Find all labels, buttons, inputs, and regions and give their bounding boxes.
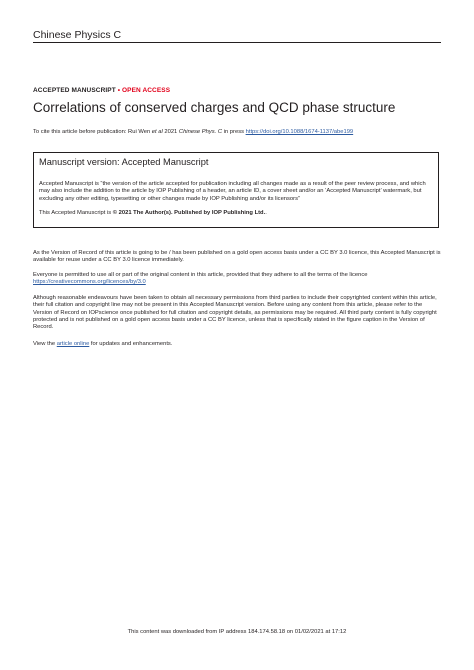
citation-middle: 2021 <box>162 129 179 135</box>
copyright-statement <box>39 210 267 216</box>
accepted-manuscript-label: ACCEPTED MANUSCRIPT <box>33 87 116 94</box>
manuscript-version-box <box>33 152 439 228</box>
view-prefix: View the <box>33 341 57 347</box>
status-separator: • <box>115 87 122 94</box>
article-status <box>33 87 170 94</box>
header-rule <box>33 42 441 43</box>
doi-link[interactable]: https://doi.org/10.1088/1674-1137/abe199 <box>245 129 354 135</box>
article-online-link[interactable]: article online <box>56 341 90 347</box>
copyright-prefix: This Accepted Manuscript is <box>39 210 113 216</box>
view-online-paragraph <box>33 341 443 348</box>
citation-suffix: in press <box>222 129 246 135</box>
article-title: Correlations of conserved charges and QCD phase structure <box>33 100 396 115</box>
permitted-use-paragraph <box>33 272 443 287</box>
download-footer: This content was downloaded from IP address 184.174.58.18 on 01/02/2021 at 17:12 <box>127 629 347 635</box>
permissions-paragraph: Although reasonable endeavours have been taken to obtain all necessary permissions from third parties to include their copyrighted content within this article, their full citation and copyright line may not be present in this Accepted Manuscript version. Before using any content from this article, please refer to the Version of Record on IOPscience once published for full citation and copyright details, as permissions may be required. All third party content is fully copyright protected and is not published on a gold open access basis under a CC BY licence, unless that is specifically stated in the figure caption in the Version of Record. <box>33 295 437 331</box>
licence-link[interactable]: https://creativecommons.org/licences/by/3.0 <box>33 279 146 286</box>
citation-line <box>33 129 353 135</box>
version-of-record-paragraph: As the Version of Record of this article is going to be / has been published on a gold open access basis under a CC BY 3.0 licence, this Accepted Manuscript is available for reuse under a CC BY 3.0 licence immediately. <box>33 250 441 264</box>
view-suffix: for updates and enhancements. <box>89 341 173 347</box>
citation-journal: Chinese Phys. C <box>178 129 223 135</box>
citation-prefix: To cite this article before publication: Rui Wen <box>33 129 152 135</box>
permitted-use-text: Everyone is permitted to use all or part of the original content in this article, provided that they adhere to all the terms of the licence <box>33 272 368 278</box>
copyright-suffix: . <box>265 210 267 216</box>
journal-name: Chinese Physics C <box>33 29 122 41</box>
manuscript-version-title: Manuscript version: Accepted Manuscript <box>39 157 209 167</box>
copyright-holder: © 2021 The Author(s). Published by IOP Publishing Ltd. <box>112 210 266 216</box>
open-access-label: OPEN ACCESS <box>121 87 171 94</box>
citation-etal: et al <box>151 129 163 135</box>
manuscript-definition: Accepted Manuscript is “the version of the article accepted for publication including all changes made as a result of the peer review process, and which may also include the addition to the article by IOP Publishing of a header, an article ID, a cover sheet and/or an ‘Accepted Manuscript’ watermark, but excluding any other editing, typesetting or other changes made by IOP Publishing and/or its licensors” <box>39 181 426 202</box>
